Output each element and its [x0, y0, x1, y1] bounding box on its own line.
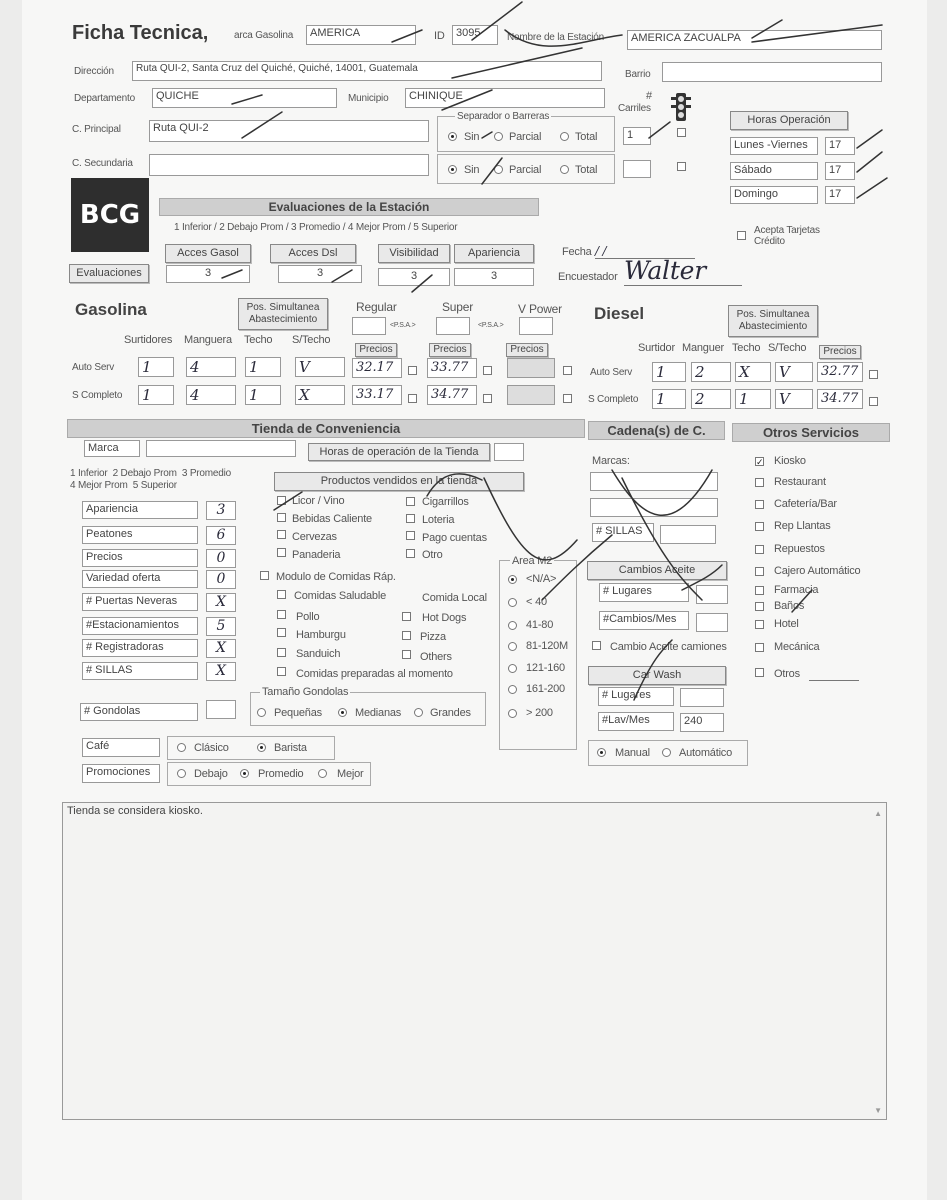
otros-item-label: Cafetería/Bar — [774, 498, 837, 510]
label-mejor: Mejor — [337, 768, 364, 780]
area-option-label: 161-200 — [526, 683, 565, 695]
dsl-col-stecho: S/Techo — [768, 342, 807, 354]
cafe-group — [167, 736, 335, 760]
precios-regular-button[interactable]: Precios — [355, 343, 397, 357]
radio-medianas[interactable] — [338, 708, 347, 717]
radio-mejor[interactable] — [318, 769, 327, 778]
id-field[interactable]: 3095 — [452, 25, 498, 45]
comments-text: Tienda se considera kiosko. — [67, 805, 203, 817]
cb-modulo[interactable] — [260, 571, 269, 580]
dsl-col-surtidor: Surtidor — [638, 342, 675, 354]
label-sanduich: Sanduich — [296, 648, 341, 660]
scroll-up-icon[interactable]: ▲ — [874, 809, 882, 818]
gas-row2-price-super[interactable]: 34.77 — [427, 385, 477, 405]
label-comidas-preparadas: Comidas preparadas al momento — [296, 668, 453, 680]
id-label: ID — [434, 30, 445, 42]
address-label: Dirección — [74, 66, 114, 77]
otros-checkbox[interactable] — [755, 478, 764, 487]
super-label: Super — [442, 300, 474, 314]
tienda-title: Tienda de Conveniencia — [67, 419, 585, 438]
dsl-precios-button[interactable]: Precios — [819, 345, 861, 359]
label-medianas: Medianas — [355, 707, 402, 719]
separator2-radio-parcial[interactable] — [494, 165, 503, 174]
cadena-sillas-label: # SILLAS — [592, 523, 654, 542]
separator2-parcial-label: Parcial — [509, 164, 542, 176]
area-radio[interactable] — [508, 664, 517, 673]
label-manual: Manual — [615, 747, 650, 759]
rating-value[interactable]: X — [206, 593, 236, 612]
regular-field[interactable] — [352, 317, 386, 335]
dsl-row2-stecho[interactable]: V — [775, 389, 813, 409]
rating-label: Peatones — [82, 526, 198, 544]
dsl-row2-price[interactable]: 34.77 — [817, 389, 863, 409]
rating-value[interactable]: 5 — [206, 617, 236, 636]
label-comida-local: Comida Local — [422, 592, 487, 604]
comments-area[interactable] — [62, 802, 887, 1120]
promo-label: Promociones — [82, 764, 160, 783]
marcas-label: Marcas: — [592, 455, 630, 467]
gas-col-manguera: Manguera — [184, 334, 232, 346]
dept-label: Departamento — [74, 93, 135, 104]
gas-row2-techo[interactable]: 1 — [245, 385, 281, 405]
gondolas-field[interactable] — [206, 700, 236, 719]
cb-pollo[interactable] — [277, 610, 286, 619]
otros-title: Otros Servicios — [732, 423, 890, 442]
area-option-label: 81-120M — [526, 640, 569, 652]
area-option-label: 41-80 — [526, 619, 554, 631]
cb-bebidas[interactable] — [277, 513, 286, 522]
area-radio[interactable] — [508, 621, 517, 630]
rating-label: # Puertas Neveras — [82, 593, 198, 611]
otros-checkbox[interactable] — [755, 567, 764, 576]
gas-row1-label: Auto Serv — [72, 362, 115, 373]
psa-label-1: <P.S.A.> — [390, 322, 416, 329]
form-sheet — [22, 0, 927, 1200]
gas-col-stecho: S/Techo — [292, 334, 331, 346]
tienda-scale: 1 Inferior 2 Debajo Prom 3 Promedio 4 Mejor Prom 5 Superior — [70, 468, 232, 491]
gas-row2-stecho[interactable]: X — [295, 385, 345, 405]
otros-item-label: Rep Llantas — [774, 520, 831, 532]
address-field[interactable]: Ruta QUI-2, Santa Cruz del Quiché, Quiché, 14001, Guatemala — [132, 61, 602, 81]
credit-label: Acepta Tarjetas Crédito — [754, 225, 820, 247]
lugares-label: # Lugares — [599, 583, 689, 602]
label-grandes: Grandes — [430, 707, 471, 719]
lanes-checkbox[interactable] — [677, 128, 686, 137]
cadena-sillas-field[interactable] — [660, 525, 716, 544]
gas-row1-cb-vpower[interactable] — [563, 366, 572, 375]
dsl-row1-manguer[interactable]: 2 — [691, 362, 731, 382]
dsl-row2-manguer[interactable]: 2 — [691, 389, 731, 409]
separator-sin-label: Sin — [464, 131, 480, 143]
cw-lugares-label: # Lugares — [598, 687, 674, 706]
secundaria-label: C. Secundaria — [72, 158, 133, 169]
cb-otro[interactable] — [406, 549, 415, 558]
rating-label: Precios — [82, 549, 198, 567]
label-barista: Barista — [274, 742, 307, 754]
acces-gasol-button[interactable]: Acces Gasol — [165, 244, 251, 263]
weekday-field[interactable]: 17 — [825, 137, 855, 155]
area-radio[interactable] — [508, 709, 517, 718]
bcg-logo-text: BCG — [79, 200, 141, 230]
sunday-field[interactable]: 17 — [825, 186, 855, 204]
cafe-label: Café — [82, 738, 160, 757]
cb-otros[interactable] — [755, 668, 764, 677]
rating-value[interactable]: 0 — [206, 570, 236, 589]
diesel-sim-label: Pos. Simultanea Abastecimiento — [736, 309, 810, 332]
area-title: Area M2 — [512, 555, 553, 567]
otros-item-label: Hotel — [774, 618, 799, 630]
label-pequenas: Pequeñas — [274, 707, 322, 719]
separator2-radio-total[interactable] — [560, 165, 569, 174]
label-panaderia: Panaderia — [292, 549, 341, 561]
label-hot-dogs: Hot Dogs — [422, 612, 467, 624]
otros-checkbox[interactable] — [755, 602, 764, 611]
cadena-title: Cadena(s) de C. — [588, 421, 725, 440]
products-title-button[interactable]: Productos vendidos en la tienda — [274, 472, 524, 491]
separator-radio-total[interactable] — [560, 132, 569, 141]
gas-row1-price-regular[interactable]: 32.17 — [352, 358, 402, 378]
cb-pizza[interactable] — [402, 631, 411, 640]
dsl-row1-price[interactable]: 32.77 — [817, 362, 863, 382]
otros-checkbox[interactable] — [755, 522, 764, 531]
cambios-mes-label: #Cambios/Mes — [599, 611, 689, 630]
radio-grandes[interactable] — [414, 708, 423, 717]
gas-col-techo: Techo — [244, 334, 273, 346]
rating-value[interactable]: X — [206, 662, 236, 681]
visibilidad-field[interactable]: 3 — [378, 268, 450, 286]
cb-camiones[interactable] — [592, 641, 601, 650]
area-option-label: 121-160 — [526, 662, 565, 674]
marca-field[interactable] — [146, 440, 296, 457]
acces-gasol-field[interactable]: 3 — [166, 265, 250, 283]
dsl-row2-techo[interactable]: 1 — [735, 389, 771, 409]
otros-checkbox[interactable]: ✓ — [756, 457, 764, 467]
cb-others[interactable] — [402, 650, 411, 659]
cb-hamburgu[interactable] — [277, 628, 286, 637]
label-pago-cuentas: Pago cuentas — [422, 532, 487, 544]
regular-label: Regular — [356, 300, 397, 314]
area-option-label: <N/A> — [526, 573, 557, 585]
dsl-col-techo: Techo — [732, 342, 761, 354]
marca-label: Marca — [84, 440, 140, 457]
dsl-row1-label: Auto Serv — [590, 367, 633, 378]
gasolina-sim-button[interactable] — [238, 298, 328, 330]
area-option-label: < 40 — [526, 596, 547, 608]
cb-hot-dogs[interactable] — [402, 612, 411, 621]
gas-row1-surtidores[interactable]: 1 — [138, 357, 174, 377]
rating-label: # SILLAS — [82, 662, 198, 680]
separator2-total-label: Total — [575, 164, 598, 176]
otros-item-label: Kiosko — [774, 455, 806, 467]
otros-checkbox[interactable] — [755, 620, 764, 629]
credit-checkbox[interactable] — [737, 231, 746, 240]
lugares-field[interactable] — [696, 585, 728, 604]
label-bebidas: Bebidas Caliente — [292, 513, 372, 525]
cambios-aceite-button[interactable]: Cambios Aceite — [587, 561, 727, 580]
dsl-row2-label: S Completo — [588, 394, 639, 405]
tienda-horas-field[interactable] — [494, 443, 524, 461]
encuestador-value[interactable]: Walter — [624, 256, 742, 286]
dept-field[interactable]: QUICHE — [152, 88, 337, 108]
lanes-label: Carriles — [618, 103, 651, 114]
gas-row1-price-super[interactable]: 33.77 — [427, 358, 477, 378]
otros-label: Otros — [774, 668, 800, 680]
otros-item-label: Farmacia — [774, 584, 819, 596]
label-otro: Otro — [422, 549, 443, 561]
separator-radio-sin[interactable] — [448, 132, 457, 141]
rating-label: #Estacionamientos — [82, 617, 198, 635]
label-pollo: Pollo — [296, 611, 320, 623]
separator-radio-parcial[interactable] — [494, 132, 503, 141]
separator-total-label: Total — [575, 131, 598, 143]
otros-item-label: Repuestos — [774, 543, 825, 555]
radio-clasico[interactable] — [177, 743, 186, 752]
lanes-checkbox-2[interactable] — [677, 162, 686, 171]
label-promedio: Promedio — [258, 768, 304, 780]
radio-pequenas[interactable] — [257, 708, 266, 717]
precios-vpower-button[interactable]: Precios — [506, 343, 548, 357]
gas-row2-manguera[interactable]: 4 — [186, 385, 236, 405]
label-cervezas: Cervezas — [292, 531, 337, 543]
evaluation-scale: 1 Inferior / 2 Debajo Prom / 3 Promedio / 4 Mejor Prom / 5 Superior — [174, 222, 458, 233]
rating-label: Apariencia — [82, 501, 198, 519]
page-title: Ficha Tecnica, — [72, 22, 209, 44]
rating-value[interactable]: X — [206, 639, 236, 658]
precios-super-button[interactable]: Precios — [429, 343, 471, 357]
rating-value[interactable]: 6 — [206, 526, 236, 545]
fecha-value[interactable]: / / — [595, 244, 695, 259]
radio-debajo[interactable] — [177, 769, 186, 778]
super-field[interactable] — [436, 317, 470, 335]
evaluaciones-button[interactable]: Evaluaciones — [69, 264, 149, 283]
otros-line — [809, 680, 859, 681]
gas-row1-cb-super[interactable] — [483, 366, 492, 375]
visibilidad-button[interactable]: Visibilidad — [378, 244, 450, 263]
label-debajo: Debajo — [194, 768, 228, 780]
gasolina-title: Gasolina — [75, 300, 147, 319]
otros-checkbox[interactable] — [755, 586, 764, 595]
saturday-label: Sábado — [730, 162, 818, 180]
tienda-horas-button[interactable]: Horas de operación de la Tienda — [308, 443, 490, 461]
dsl-row1-surtidor[interactable]: 1 — [652, 362, 686, 382]
gas-row1-price-vpower[interactable] — [507, 358, 555, 378]
cb-licor[interactable] — [277, 496, 286, 505]
gas-col-surtidores: Surtidores — [124, 334, 173, 346]
separator-parcial-label: Parcial — [509, 131, 542, 143]
station-field[interactable]: AMERICA ZACUALPA — [627, 30, 882, 50]
gas-row1-cb-regular[interactable] — [408, 366, 417, 375]
lav-mes-field[interactable]: 240 — [680, 713, 724, 732]
rating-value[interactable]: 0 — [206, 549, 236, 568]
gas-row2-cb-regular[interactable] — [408, 394, 417, 403]
gas-row1-stecho[interactable]: V — [295, 357, 345, 377]
label-camiones: Cambio Aceite camiones — [610, 641, 727, 653]
gas-row1-techo[interactable]: 1 — [245, 357, 281, 377]
dsl-col-manguer: Manguer — [682, 342, 725, 354]
separator-title: Separador o Barreras — [457, 111, 550, 122]
radio-automatico[interactable] — [662, 748, 671, 757]
dsl-row2-cb[interactable] — [869, 397, 878, 406]
apariencia-button[interactable]: Apariencia — [454, 244, 534, 263]
muni-label: Municipio — [348, 93, 389, 104]
radio-promedio[interactable] — [240, 769, 249, 778]
diesel-title: Diesel — [594, 304, 645, 323]
area-radio[interactable] — [508, 685, 517, 694]
scroll-down-icon[interactable]: ▼ — [874, 1106, 882, 1115]
label-cigarrillos: Cigarrillos — [422, 496, 469, 508]
gondolas-label: # Gondolas — [80, 703, 198, 721]
hours-title-button[interactable]: Horas Operación — [730, 111, 848, 130]
area-radio[interactable] — [508, 575, 517, 584]
vpower-label: V Power — [518, 302, 562, 316]
label-automatico: Automático — [679, 747, 733, 759]
encuestador-label: Encuestador — [558, 271, 618, 283]
station-label: Nombre de la Estación — [507, 32, 604, 43]
label-modulo: Modulo de Comidas Ráp. — [276, 571, 396, 583]
otros-item-label: Mecánica — [774, 641, 820, 653]
apariencia-field[interactable]: 3 — [454, 268, 534, 286]
label-loteria: Loteria — [422, 514, 455, 526]
brand-field[interactable]: AMERICA — [306, 25, 416, 45]
cw-lugares-field[interactable] — [680, 688, 724, 707]
marcas-field-1[interactable] — [590, 472, 718, 491]
secundaria-field[interactable] — [149, 154, 429, 176]
sunday-label: Domingo — [730, 186, 818, 204]
area-option-label: > 200 — [526, 707, 553, 719]
gas-row2-cb-super[interactable] — [483, 394, 492, 403]
cb-cigarrillos[interactable] — [406, 497, 415, 506]
gas-row2-price-regular[interactable]: 33.17 — [352, 385, 402, 405]
cb-loteria[interactable] — [406, 514, 415, 523]
radio-manual[interactable] — [597, 748, 606, 757]
lav-mes-label: #Lav/Mes — [598, 712, 674, 731]
cb-sanduich[interactable] — [277, 648, 286, 657]
acces-dsl-field[interactable]: 3 — [278, 265, 362, 283]
lanes-field-2[interactable] — [623, 160, 651, 178]
vpower-field[interactable] — [519, 317, 553, 335]
rating-value[interactable]: 3 — [206, 501, 236, 520]
area-radio[interactable] — [508, 642, 517, 651]
label-hamburgu: Hamburgu — [296, 629, 346, 641]
saturday-field[interactable]: 17 — [825, 162, 855, 180]
cb-pago-cuentas[interactable] — [406, 531, 415, 540]
gas-row1-manguera[interactable]: 4 — [186, 357, 236, 377]
separator2-sin-label: Sin — [464, 164, 480, 176]
cb-comidas-preparadas[interactable] — [277, 667, 286, 676]
label-comidas-saludable: Comidas Saludable — [294, 590, 386, 602]
principal-label: C. Principal — [72, 124, 121, 135]
gas-row2-price-vpower[interactable] — [507, 385, 555, 405]
dsl-row1-cb[interactable] — [869, 370, 878, 379]
area-radio[interactable] — [508, 598, 517, 607]
traffic-light-icon — [670, 92, 692, 122]
barrio-label: Barrio — [625, 69, 651, 80]
car-wash-button[interactable]: Car Wash — [588, 666, 726, 685]
fecha-label: Fecha — [562, 246, 592, 258]
rating-label: Variedad oferta — [82, 570, 198, 588]
otros-item-label: Restaurant — [774, 476, 826, 488]
cambios-mes-field[interactable] — [696, 613, 728, 632]
brand-label: arca Gasolina — [234, 30, 294, 41]
cb-cervezas[interactable] — [277, 530, 286, 539]
dsl-row1-stecho[interactable]: V — [775, 362, 813, 382]
rating-label: # Registradoras — [82, 639, 198, 657]
evaluation-title: Evaluaciones de la Estación — [159, 198, 539, 216]
label-others: Others — [420, 651, 452, 663]
otros-checkbox[interactable] — [755, 500, 764, 509]
psa-label-2: <P.S.A.> — [478, 322, 504, 329]
dsl-row1-techo[interactable]: X — [735, 362, 771, 382]
acces-dsl-button[interactable]: Acces Dsl — [270, 244, 356, 263]
gas-row2-label: S Completo — [72, 390, 123, 401]
otros-checkbox[interactable] — [755, 545, 764, 554]
label-licor: Licor / Vino — [292, 495, 345, 507]
otros-item-label: Baños — [774, 600, 805, 612]
dsl-row2-surtidor[interactable]: 1 — [652, 389, 686, 409]
cb-panaderia[interactable] — [277, 548, 286, 557]
lanes-hash: # — [646, 90, 652, 102]
otros-checkbox[interactable] — [755, 643, 764, 652]
principal-field[interactable]: Ruta QUI-2 — [149, 120, 429, 142]
area-group — [499, 560, 577, 750]
separator2-radio-sin[interactable] — [448, 165, 457, 174]
label-clasico: Clásico — [194, 742, 229, 754]
barrio-field[interactable] — [662, 62, 882, 82]
muni-field[interactable]: CHINIQUE — [405, 88, 605, 108]
label-pizza: Pizza — [420, 631, 446, 643]
otros-item-label: Cajero Automático — [774, 565, 861, 577]
gondola-size-title: Tamaño Gondolas — [262, 686, 349, 698]
lanes-field[interactable]: 1 — [623, 127, 651, 145]
gasolina-sim-label: Pos. Simultanea Abastecimiento — [246, 302, 320, 325]
gas-row2-cb-vpower[interactable] — [563, 394, 572, 403]
cb-comidas-saludable[interactable] — [277, 590, 286, 599]
bcg-logo — [71, 178, 149, 252]
weekday-label: Lunes -Viernes — [730, 137, 818, 155]
gas-row2-surtidores[interactable]: 1 — [138, 385, 174, 405]
diesel-sim-button[interactable] — [728, 305, 818, 337]
radio-barista[interactable] — [257, 743, 266, 752]
marcas-field-2[interactable] — [590, 498, 718, 517]
